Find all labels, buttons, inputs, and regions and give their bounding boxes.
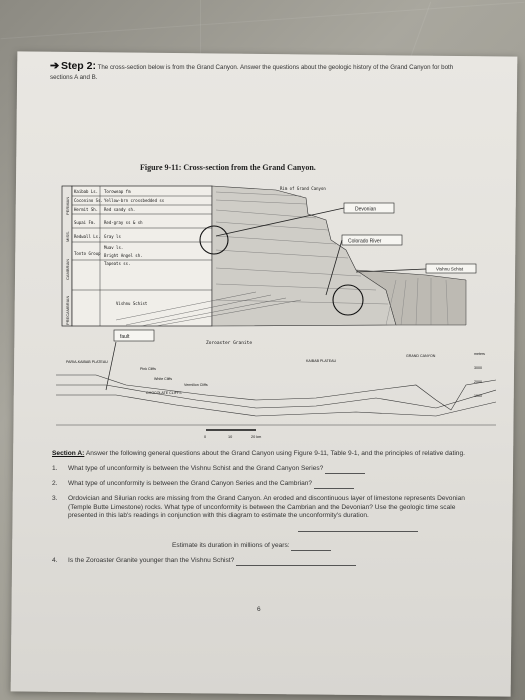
stratum-desc: Toroweap fm <box>104 189 131 194</box>
answer-blank[interactable] <box>298 525 418 532</box>
cliffs-label: White Cliffs <box>154 377 173 381</box>
figure-title: Figure 9-11: Cross-section from the Grand Canyon. <box>140 163 316 172</box>
elevation-tick: 3000 <box>474 366 482 370</box>
scale-tick: 0 <box>204 435 207 439</box>
carpet-texture <box>200 0 201 60</box>
section-intro <box>52 450 472 459</box>
section-a <box>52 450 472 566</box>
era-label: CAMBRIAN <box>65 258 70 280</box>
answer-blank[interactable] <box>314 482 354 489</box>
era-label: MISS. <box>65 231 70 242</box>
stratum-desc: Gray ls <box>104 234 121 239</box>
elevation-tick: 1000 <box>474 394 482 398</box>
devonian-label: Devonian <box>355 206 377 213</box>
fault-label: fault <box>120 334 130 340</box>
stratum-label: Tonto Group <box>74 251 101 256</box>
stratum-desc: Muav ls. <box>104 245 124 250</box>
question-2 <box>52 480 472 489</box>
stratum-label: Hermit Sh. <box>74 207 99 212</box>
stratum-label: Supai Fm. <box>74 220 96 225</box>
step-text: The cross-section below is from the Grand Canyon. Answer the questions about the geologic history of the Grand Canyon for both sections A and B. <box>50 64 454 81</box>
page-number: 6 <box>257 606 261 613</box>
stratum-label: Redwall Ls. <box>74 234 101 239</box>
question-text: What type of unconformity is between the Vishnu Schist and the Grand Canyon Series? <box>68 464 324 472</box>
question-text: Is the Zoroaster Granite younger than the Vishnu Schist? <box>68 557 235 565</box>
estimate-line <box>172 542 472 551</box>
step-instructions <box>50 60 470 82</box>
stratum-desc: Yellow-brn crossbedded ss <box>104 198 165 203</box>
question-number: 4. <box>52 557 58 565</box>
cliffs-label: CHOCOLATE CLIFFS <box>146 391 182 395</box>
section-heading: Section A: <box>52 450 85 457</box>
meters-label: meters <box>474 352 485 356</box>
question-text: Ordovician and Silurian rocks are missing from the Grand Canyon. An eroded and discontinuous layer of limestone represents Devonian (Temple Butte Limestone) rocks. What type of unconformity is between the Cambrian and the Devonian? Use the geologic time scale presented in this lab's readings in conjunction with this diagram to estimate the unconformity's duration. <box>68 494 465 520</box>
rim-label: Rim of Grand Canyon <box>280 186 326 191</box>
vishnu-schist-label: Vishnu Schist <box>436 266 464 272</box>
step-title: Step 2: <box>60 60 96 72</box>
section-intro-text: Answer the following general questions about the Grand Canyon using Figure 9-11, Table 9-1, and the principles of relative dating. <box>84 450 465 457</box>
answer-blank[interactable] <box>325 467 365 474</box>
carpet-texture <box>1 2 525 40</box>
era-label: PERMIAN <box>65 196 70 215</box>
colorado-river-label: Colorado River <box>348 238 382 245</box>
plateau-label: PARIA-KAIBAB PLATEAU <box>66 360 108 364</box>
question-4 <box>52 557 472 566</box>
kaibab-plateau-label: KAIBAB PLATEAU <box>306 359 337 363</box>
question-3 <box>52 495 472 533</box>
era-label: PRECAMBRIAN <box>65 295 70 325</box>
granite-label: Zoroaster Granite <box>206 341 253 346</box>
estimate-text: Estimate its duration in millions of years: <box>172 542 290 550</box>
arrow-icon: ➔ <box>50 60 60 72</box>
stratum-desc: Bright Angel sh. <box>104 253 143 258</box>
grand-canyon-label: GRAND CANYON <box>406 354 436 358</box>
cliffs-label: Vermilion Cliffs <box>184 383 208 387</box>
stratum-desc: Red sandy sh. <box>104 207 136 212</box>
question-number: 1. <box>52 464 58 472</box>
question-text: What type of unconformity is between the Grand Canyon Series and the Cambrian? <box>68 479 313 487</box>
stratum-label: Kaibab Ls. <box>74 189 99 194</box>
stratum-desc: Red-gray ss & sh <box>104 220 143 225</box>
scale-tick: 10 <box>228 435 233 439</box>
answer-blank[interactable] <box>236 559 356 566</box>
stratum-label: Coconino Ss. <box>74 198 103 203</box>
cliffs-label: Pink Cliffs <box>140 367 156 371</box>
question-number: 3. <box>52 494 58 502</box>
question-1 <box>52 465 472 474</box>
stratum-desc: Vishnu Schist <box>116 301 148 306</box>
stratum-desc: Tapeats ss. <box>104 261 131 266</box>
answer-blank[interactable] <box>291 544 331 551</box>
elevation-tick: 2000 <box>474 380 482 384</box>
question-number: 2. <box>52 479 58 487</box>
scale-tick: 20 km <box>251 435 262 439</box>
cross-section-diagram <box>56 180 496 445</box>
